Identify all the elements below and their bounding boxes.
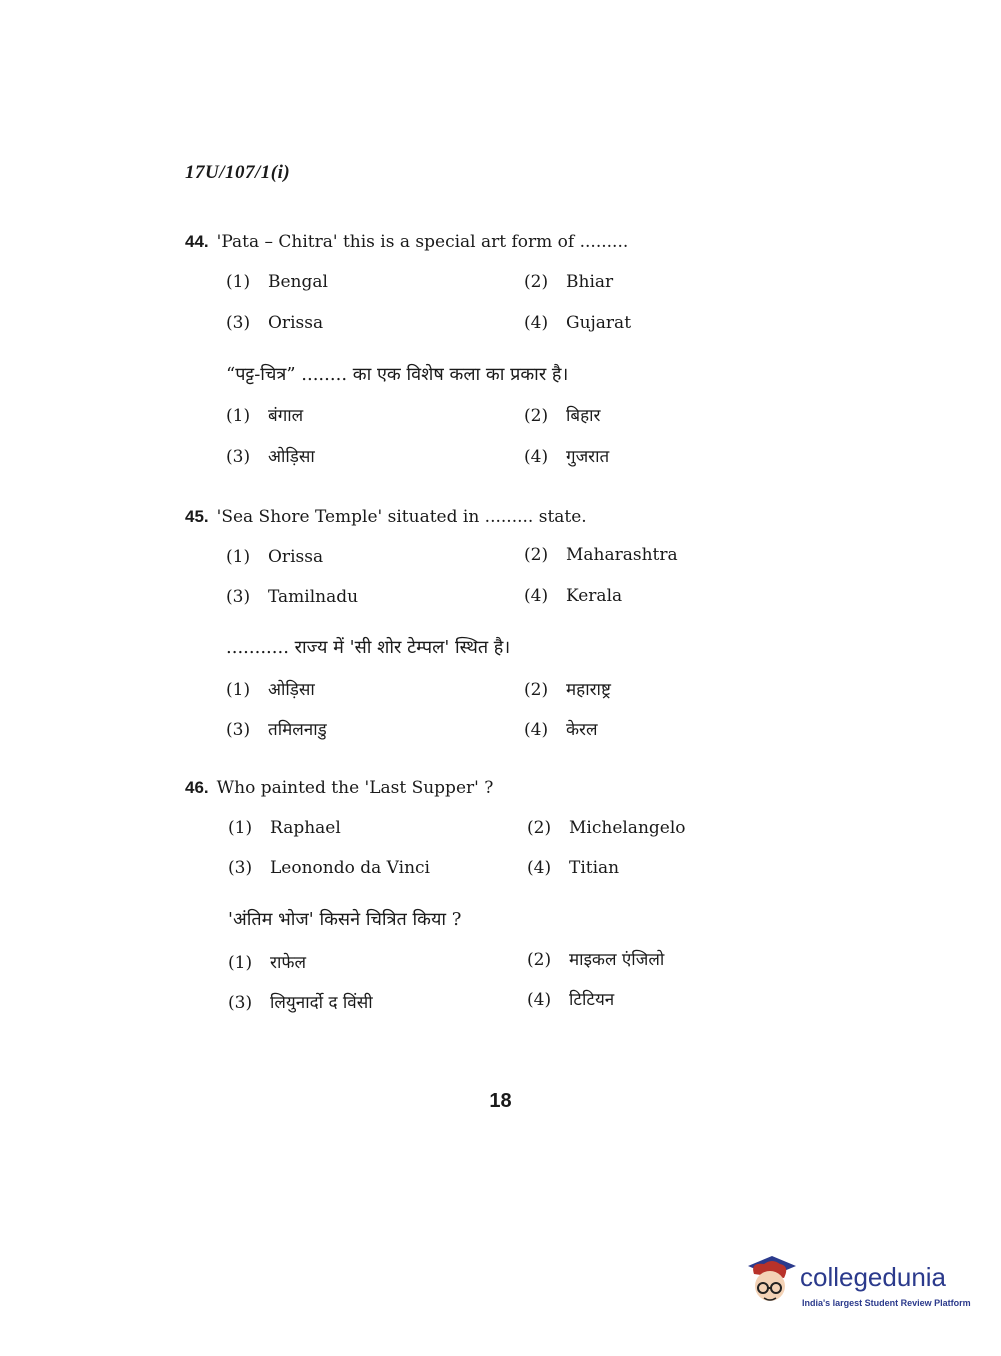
option-text: बंगाल xyxy=(268,406,304,426)
option-number: (3) xyxy=(226,720,251,740)
option-2-hi xyxy=(524,403,601,426)
option-text: तमिलनाडु xyxy=(268,720,327,740)
page-number: 18 xyxy=(489,1090,512,1112)
option-4-hi xyxy=(527,987,614,1010)
option-number: (3) xyxy=(226,447,251,467)
option-text: Maharashtra xyxy=(566,545,678,565)
option-1 xyxy=(226,272,328,292)
option-4 xyxy=(527,858,619,878)
option-3-hi xyxy=(226,717,327,740)
option-number: (1) xyxy=(228,953,253,973)
question-text-en xyxy=(185,232,628,252)
option-text: Raphael xyxy=(270,818,341,838)
option-number: (1) xyxy=(226,547,251,567)
brand-name: collegedunia xyxy=(800,1262,947,1292)
option-text: बिहार xyxy=(566,406,601,426)
option-number: (2) xyxy=(524,406,549,426)
option-number: (2) xyxy=(527,818,552,838)
option-1-hi xyxy=(226,403,303,426)
option-text: टिटियन xyxy=(569,990,615,1010)
option-3 xyxy=(226,587,358,607)
option-text: Kerala xyxy=(566,586,623,606)
brand-tagline: India's largest Student Review Platform xyxy=(802,1298,971,1308)
option-2 xyxy=(524,545,678,565)
option-4-hi xyxy=(524,717,598,740)
option-text: Titian xyxy=(569,858,620,878)
paper-code: 17U/107/1(i) xyxy=(185,162,291,183)
option-text: महाराष्ट्र xyxy=(566,680,611,700)
option-1 xyxy=(226,547,323,567)
option-text: केरल xyxy=(566,720,598,740)
option-2-hi xyxy=(524,677,611,700)
question-number: 44. xyxy=(185,232,209,251)
option-number: (4) xyxy=(524,720,549,740)
option-text: Tamilnadu xyxy=(268,587,359,607)
option-text: गुजरात xyxy=(566,447,610,467)
option-number: (2) xyxy=(527,950,552,970)
option-text: Gujarat xyxy=(566,313,632,333)
option-text: राफेल xyxy=(270,953,306,973)
option-number: (2) xyxy=(524,680,549,700)
option-number: (4) xyxy=(524,313,549,333)
option-number: (1) xyxy=(226,272,251,292)
option-2 xyxy=(524,272,613,292)
option-3-hi xyxy=(228,990,373,1013)
student-mascot-icon xyxy=(742,1252,798,1312)
option-number: (2) xyxy=(524,272,549,292)
option-number: (3) xyxy=(228,993,253,1013)
question-text-hi: 'अंतिम भोज' किसने चित्रित किया ? xyxy=(228,909,462,930)
option-2 xyxy=(527,818,686,838)
question-number: 45. xyxy=(185,507,209,526)
question-text-hi: ........... राज्य में 'सी शोर टेम्पल' स्थित है। xyxy=(226,637,511,658)
question-text-en xyxy=(185,507,587,527)
question-prompt: 'Pata – Chitra' this is a special art form of ......... xyxy=(216,232,629,252)
option-3 xyxy=(226,313,323,333)
option-number: (4) xyxy=(527,858,552,878)
option-1-hi xyxy=(228,950,306,973)
option-number: (1) xyxy=(226,406,251,426)
question-number: 46. xyxy=(185,778,209,797)
option-2-hi xyxy=(527,947,664,970)
option-number: (4) xyxy=(527,990,552,1010)
option-text: Orissa xyxy=(268,547,324,567)
option-number: (4) xyxy=(524,447,549,467)
option-3-hi xyxy=(226,444,315,467)
option-number: (2) xyxy=(524,545,549,565)
option-1-hi xyxy=(226,677,315,700)
option-number: (4) xyxy=(524,586,549,606)
question-prompt: Who painted the 'Last Supper' ? xyxy=(216,778,494,798)
option-number: (3) xyxy=(226,313,251,333)
option-text: ओड़िसा xyxy=(268,447,315,467)
question-text-en xyxy=(185,778,493,798)
option-text: Bhiar xyxy=(566,272,614,292)
option-text: Leonondo da Vinci xyxy=(270,858,430,878)
option-number: (3) xyxy=(226,587,251,607)
option-text: Bengal xyxy=(268,272,328,292)
option-text: ओड़िसा xyxy=(268,680,315,700)
option-text: माइकल एंजिलो xyxy=(569,950,665,970)
option-text: लियुनार्दो द विंसी xyxy=(270,993,373,1013)
option-text: Michelangelo xyxy=(569,818,686,838)
option-1 xyxy=(228,818,341,838)
option-number: (3) xyxy=(228,858,253,878)
question-prompt: 'Sea Shore Temple' situated in ......... state. xyxy=(216,507,587,527)
question-text-hi: “पट्ट-चित्र” ........ का एक विशेष कला का प्रकार है। xyxy=(226,364,569,385)
option-text: Orissa xyxy=(268,313,324,333)
option-4-hi xyxy=(524,444,609,467)
collegedunia-logo xyxy=(742,1250,972,1320)
option-number: (1) xyxy=(226,680,251,700)
option-number: (1) xyxy=(228,818,253,838)
option-4 xyxy=(524,586,622,606)
option-3 xyxy=(228,858,430,878)
option-4 xyxy=(524,313,631,333)
